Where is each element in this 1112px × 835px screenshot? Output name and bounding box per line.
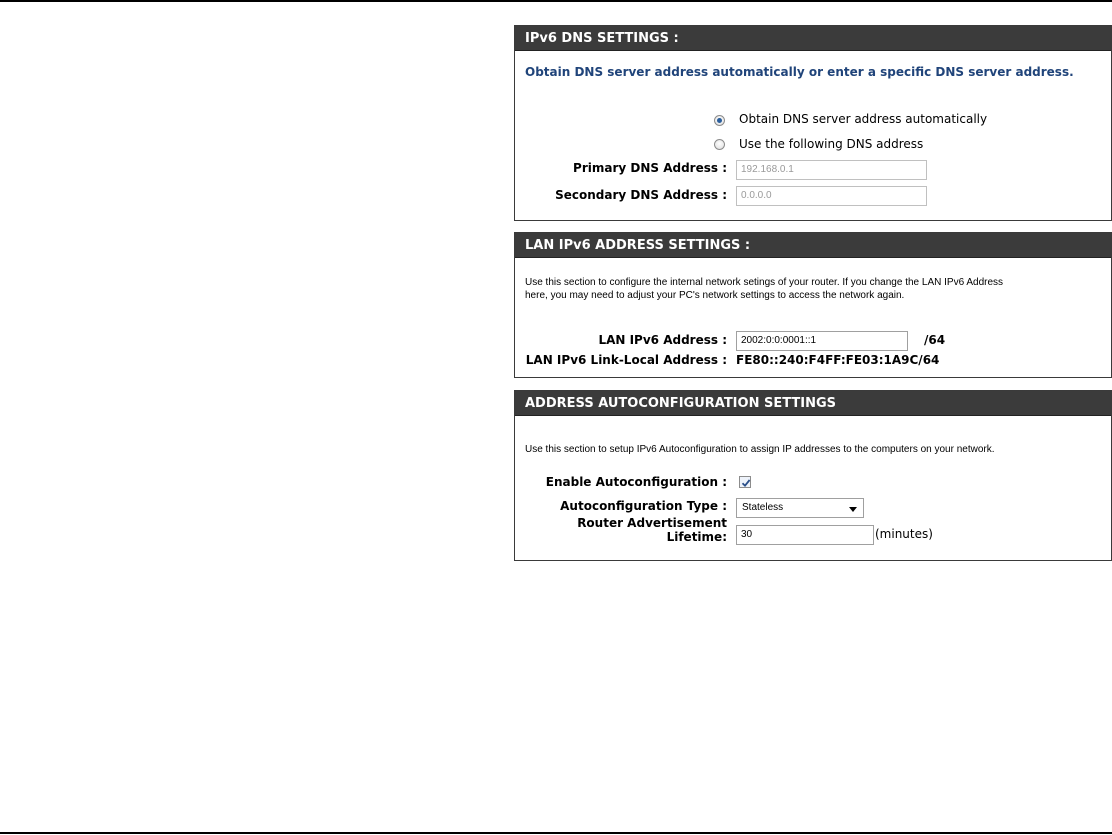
lan-ipv6-address-header: LAN IPv6 ADDRESS SETTINGS : — [515, 233, 1111, 258]
dns-manual-radio[interactable] — [714, 139, 725, 150]
router-advertisement-lifetime-input[interactable]: 30 — [736, 525, 874, 545]
lan-ipv6-address-input[interactable]: 2002:0:0:0001::1 — [736, 331, 908, 351]
dns-manual-radio-label: Use the following DNS address — [739, 137, 924, 151]
autoconf-description: Use this section to setup IPv6 Autoconfiguration to assign IP addresses to the computers on your network. — [525, 444, 995, 455]
secondary-dns-input[interactable]: 0.0.0.0 — [736, 186, 927, 206]
router-advertisement-label-line2: Lifetime: — [666, 530, 727, 544]
ipv6-dns-settings-header: IPv6 DNS SETTINGS : — [515, 26, 1111, 51]
autoconfiguration-type-value: Stateless — [742, 502, 784, 513]
dns-intro-text: Obtain DNS server address automatically or enter a specific DNS server address. — [525, 65, 1074, 79]
address-autoconfiguration-header: ADDRESS AUTOCONFIGURATION SETTINGS — [515, 391, 1111, 416]
lan-description-line1: Use this section to configure the internal network setings of your router. If you change the LAN IPv6 Address — [525, 277, 1004, 288]
enable-autoconfiguration-checkbox[interactable] — [739, 476, 751, 488]
autoconfiguration-type-label: Autoconfiguration Type : — [560, 499, 727, 513]
dns-auto-radio-label: Obtain DNS server address automatically — [739, 112, 988, 126]
ipv6-dns-settings-section — [514, 25, 1112, 221]
link-local-address-label: LAN IPv6 Link-Local Address : — [525, 353, 727, 367]
lan-description-line2: here, you may need to adjust your PC's network settings to access the network again. — [525, 290, 905, 301]
top-divider — [0, 0, 1112, 2]
lan-ipv6-prefix: /64 — [924, 333, 946, 347]
router-advertisement-unit: (minutes) — [875, 527, 933, 541]
dns-auto-radio[interactable] — [714, 115, 725, 126]
checkmark-icon — [740, 477, 752, 489]
enable-autoconfiguration-label: Enable Autoconfiguration : — [545, 475, 727, 489]
secondary-dns-label: Secondary DNS Address : — [555, 188, 727, 202]
chevron-down-icon — [849, 507, 857, 512]
router-advertisement-label-line1: Router Advertisement — [577, 516, 727, 530]
lan-ipv6-address-label: LAN IPv6 Address : — [598, 333, 727, 347]
primary-dns-label: Primary DNS Address : — [573, 161, 727, 175]
primary-dns-input[interactable]: 192.168.0.1 — [736, 160, 927, 180]
link-local-address-value: FE80::240:F4FF:FE03:1A9C/64 — [736, 353, 940, 367]
address-autoconfiguration-section — [514, 390, 1112, 561]
autoconfiguration-type-select[interactable] — [736, 498, 864, 518]
lan-ipv6-address-section — [514, 232, 1112, 378]
bottom-divider — [0, 832, 1112, 834]
